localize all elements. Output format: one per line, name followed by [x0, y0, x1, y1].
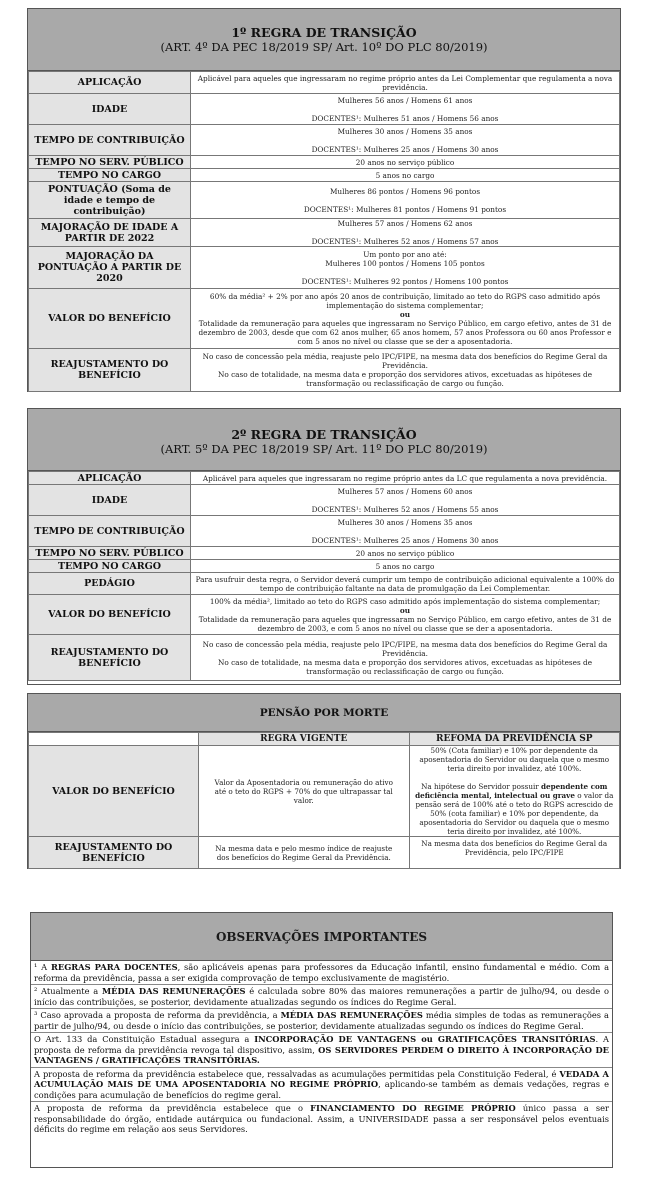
row-label: IDADE — [29, 94, 191, 125]
row-value-reforma: Na mesma data dos benefícios do Regime Geral da Previdência, pelo IPC/FIPE — [409, 837, 620, 869]
row-label: VALOR DO BENEFÍCIO — [29, 595, 191, 635]
table-row — [29, 125, 620, 156]
row-label: IDADE — [29, 485, 191, 516]
row-label: TEMPO NO SERV. PÚBLICO — [29, 547, 191, 560]
row-value-vigente: Valor da Aposentadoria ou remuneração do ativo até o teto do RGPS + 70% do que ultrapassar tal valor. — [199, 746, 410, 837]
text: A proposta de reforma da previdência estabelece que o — [34, 1103, 311, 1113]
table-row — [29, 547, 620, 560]
value-line: DOCENTES¹: Mulheres 51 anos / Homens 56 anos — [311, 113, 499, 123]
value-line: Mulheres 56 anos / Homens 61 anos — [337, 95, 473, 105]
regra2-table — [28, 471, 620, 681]
regra2-title: 2º REGRA DE TRANSIÇÃO — [231, 427, 417, 442]
observacoes-block — [30, 912, 613, 1168]
text: A proposta de reforma da previdência estabelece que, ressalvadas as acumulações permitidas pela Constituição Federal, é — [34, 1068, 560, 1079]
value-line: DOCENTES¹: Mulheres 92 pontos / Homens 100 pontos — [301, 276, 509, 286]
row-value — [191, 182, 620, 219]
text-bold: OS SERVIDORES PERDEM O DIREITO À INCORPORAÇÃO DE VANTAGENS / GRATIFICAÇÕES TRANSITÓRIAS. — [34, 1044, 609, 1065]
row-value-reforma — [409, 746, 620, 837]
table-row — [29, 485, 620, 516]
list-item — [31, 985, 612, 1009]
value-line: Na hipótese do Servidor possuir — [421, 782, 541, 791]
regra2-block — [27, 408, 621, 685]
value-line: Mulheres 30 anos / Homens 35 anos — [337, 517, 473, 527]
value-line: No caso de concessão pela média, reajuste pelo IPC/FIPE, na mesma data dos benefícios do Regime Geral da Previdência. — [202, 352, 608, 370]
row-label: REAJUSTAMENTO DO BENEFÍCIO — [29, 635, 191, 681]
table-row — [29, 746, 620, 837]
text: ¹ A — [34, 962, 51, 972]
table-row — [29, 72, 620, 94]
value-line: DOCENTES¹: Mulheres 52 anos / Homens 55 anos — [311, 504, 499, 514]
value-or: ou — [399, 309, 411, 319]
text: ² Atualmente a — [34, 986, 102, 996]
value-line: DOCENTES¹: Mulheres 25 anos / Homens 30 anos — [311, 144, 499, 154]
text-bold: MÉDIA DAS REMUNERAÇÕES — [101, 986, 246, 996]
list-item — [31, 1009, 612, 1033]
row-value — [191, 516, 620, 547]
text: é calculada sobre 80% das maiores remunerações a partir de julho/94, ou desde o início das contribuições, se posterior, devidamente atualizadas segundo os índices do Regime Geral. — [34, 986, 609, 1007]
value-or: ou — [399, 605, 411, 615]
value-line: Mulheres 100 pontos / Homens 105 pontos — [325, 258, 485, 268]
value-line: No caso de totalidade, na mesma data e proporção dos servidores ativos, excetuadas as hipóteses de transformação ou reclassificação de cargo ou função. — [217, 370, 593, 388]
row-label: VALOR DO BENEFÍCIO — [29, 289, 191, 349]
text: , são aplicáveis apenas para professores da Educação infantil, ensino fundamental e médio. Com a reforma da previdência, passa a ser exigida comprovação de tempo exclusivamente de magistério. — [34, 962, 610, 983]
table-row — [29, 169, 620, 182]
table-row — [29, 94, 620, 125]
value-line: Totalidade da remuneração para aqueles que ingressaram no Serviço Público, em cargo efetivo, antes de 31 de dezembro de 2003, desde que com 62 anos mulher, 65 anos homem, 57 anos Professora ou 60 anos Professor e com 5 anos no nível ou classe que se der a aposentadoria. — [198, 318, 612, 346]
row-label: TEMPO NO SERV. PÚBLICO — [29, 156, 191, 169]
row-value: Aplicável para aqueles que ingressaram no regime próprio antes da Lei Complementar que regulamenta a nova previdência. — [191, 72, 620, 94]
text-bold: VEDADA A ACUMULAÇÃO MAIS DE UMA APOSENTADORIA NO REGIME PRÓPRIO — [34, 1068, 609, 1089]
row-label: TEMPO NO CARGO — [29, 560, 191, 573]
row-value: Para usufruir desta regra, o Servidor deverá cumprir um tempo de contribuição adicional equivalente a 100% do tempo de contribuição faltante na data de promulgação da Lei Complementar. — [191, 573, 620, 595]
table-row — [29, 289, 620, 349]
text: ³ Caso aprovada a proposta de reforma da previdência, a — [34, 1010, 281, 1020]
row-value: 5 anos no cargo — [191, 560, 620, 573]
value-line: Mulheres 57 anos / Homens 62 anos — [337, 219, 473, 228]
text-bold: MÉDIA DAS REMUNERAÇÕES — [280, 1010, 423, 1020]
value-line: Totalidade da remuneração para aqueles que ingressaram no Serviço Público, em cargo efetivo, antes de 31 de dezembro de 2003, e com 5 anos no nível ou classe que se der a aposentadoria. — [198, 614, 612, 633]
row-value-vigente: Na mesma data e pelo mesmo índice de reajuste dos benefícios do Regime Geral da Previdência. — [199, 837, 410, 869]
observacoes-list — [31, 961, 612, 1136]
row-value — [191, 595, 620, 635]
value-line: 100% da média², limitado ao teto do RGPS caso admitido após implementação do sistema complementar; — [209, 596, 601, 606]
row-label: APLICAÇÃO — [29, 72, 191, 94]
regra1-header — [28, 9, 620, 71]
value-line: Um ponto por ano até: — [363, 249, 447, 259]
row-label: MAJORAÇÃO DE IDADE A PARTIR DE 2022 — [29, 219, 191, 247]
value-line: DOCENTES¹: Mulheres 52 anos / Homens 57 anos — [311, 237, 499, 246]
table-row — [29, 156, 620, 169]
value-bold: dependente com deficiência mental, intelectual ou grave — [415, 782, 608, 800]
value-line: No caso de concessão pela média, reajuste pelo IPC/FIPE, na mesma data dos benefícios do Regime Geral da Previdência. — [202, 639, 608, 658]
row-label: PONTUAÇÃO (Soma de idade e tempo de contribuição) — [29, 182, 191, 219]
table-row — [29, 560, 620, 573]
row-label: MAJORAÇÃO DA PONTUAÇÃO A PARTIR DE 2020 — [29, 247, 191, 289]
text-bold: INCORPORAÇÃO DE VANTAGENS ou GRATIFICAÇÕES TRANSITÓRIAS — [254, 1034, 596, 1044]
col-regra-vigente: REGRA VIGENTE — [199, 733, 410, 746]
row-value: Aplicável para aqueles que ingressaram no regime próprio antes da LC que regulamenta a nova previdência. — [191, 472, 620, 485]
blank-header — [29, 733, 199, 746]
row-value: 20 anos no serviço público — [191, 547, 620, 560]
table-row — [29, 247, 620, 289]
regra1-table — [28, 71, 620, 392]
regra1-block — [27, 8, 621, 392]
row-value — [191, 247, 620, 289]
row-value — [191, 219, 620, 247]
row-value — [191, 635, 620, 681]
row-value — [191, 94, 620, 125]
text-bold: REGRAS PARA DOCENTES — [50, 962, 178, 972]
row-label: TEMPO DE CONTRIBUIÇÃO — [29, 516, 191, 547]
row-value: 5 anos no cargo — [191, 169, 620, 182]
row-label: VALOR DO BENEFÍCIO — [29, 746, 199, 837]
text: único passa a ser responsabilidade do órgão, entidade autárquica ou fundacional. Assim, a UNIVERSIDADE passa a ser responsável pelos eventuais déficits do regime em relação aos seus Servidores. — [34, 1103, 609, 1134]
pensao-title: PENSÃO POR MORTE — [259, 707, 389, 719]
row-value — [191, 289, 620, 349]
value-line: No caso de totalidade, na mesma data e proporção dos servidores ativos, excetuadas as hipóteses de transformação ou reclassificação de cargo ou função. — [217, 657, 593, 676]
observacoes-title: OBSERVAÇÕES IMPORTANTES — [31, 913, 612, 961]
value-line: Mulheres 30 anos / Homens 35 anos — [337, 126, 473, 136]
row-value — [191, 125, 620, 156]
text: O Art. 133 da Constituição Estadual assegura a — [34, 1034, 255, 1044]
value-line: Mulheres 86 pontos / Homens 96 pontos — [329, 186, 481, 196]
row-value — [191, 349, 620, 392]
value-line: o valor da pensão será de 100% até o teto do RGPS acrescido de 50% (cota familiar) e 10% por dependente, da aposentadoria do Servidor ou daquela que o mesmo teria direito por invalidez, até 100%. — [415, 791, 614, 836]
list-item — [31, 961, 612, 985]
table-header-row — [29, 733, 620, 746]
row-label: TEMPO NO CARGO — [29, 169, 191, 182]
pensao-table — [28, 732, 620, 869]
value-line: DOCENTES¹: Mulheres 81 pontos / Homens 91 pontos — [303, 204, 507, 214]
list-item — [31, 1068, 612, 1103]
list-item — [31, 1033, 612, 1068]
value-line: DOCENTES¹: Mulheres 25 anos / Homens 30 anos — [311, 535, 499, 545]
value-line: 60% da média² + 2% por ano após 20 anos de contribuição, limitado ao teto do RGPS caso admitido após implementação do sistema complementar; — [209, 291, 601, 310]
table-row — [29, 182, 620, 219]
table-row — [29, 595, 620, 635]
regra2-subtitle: (ART. 5º DA PEC 18/2019 SP/ Art. 11º DO PLC 80/2019) — [160, 442, 488, 456]
value-line: Mulheres 57 anos / Homens 60 anos — [337, 486, 473, 496]
row-label: TEMPO DE CONTRIBUIÇÃO — [29, 125, 191, 156]
text: . A proposta de reforma da previdência revoga tal dispositivo, assim, — [34, 1034, 610, 1055]
text: , aplicando-se também as demais vedações, regras e condições para acumulação de benefícios do regime geral. — [34, 1079, 609, 1100]
row-label: APLICAÇÃO — [29, 472, 191, 485]
table-row — [29, 219, 620, 247]
col-reforma: REFOMA DA PREVIDÊNCIA SP — [409, 733, 620, 746]
pensao-header — [28, 694, 620, 732]
row-label: PEDÁGIO — [29, 573, 191, 595]
pensao-block — [27, 693, 621, 869]
regra1-title: 1º REGRA DE TRANSIÇÃO — [231, 25, 417, 40]
text: média simples de todas as remunerações a partir de julho/94, ou desde o início das contribuições, se posterior, devidamente atualizadas segundo os índices do Regime Geral. — [34, 1010, 610, 1031]
row-label: REAJUSTAMENTO DO BENEFÍCIO — [29, 837, 199, 869]
text-bold: FINANCIAMENTO DO REGIME PRÓPRIO — [310, 1103, 516, 1113]
regra1-subtitle: (ART. 4º DA PEC 18/2019 SP/ Art. 10º DO PLC 80/2019) — [160, 40, 488, 54]
row-value — [191, 485, 620, 516]
regra2-header — [28, 409, 620, 471]
list-item — [31, 1102, 612, 1136]
table-row — [29, 349, 620, 392]
table-row — [29, 837, 620, 869]
table-row — [29, 573, 620, 595]
row-value: 20 anos no serviço público — [191, 156, 620, 169]
value-line: 50% (Cota familiar) e 10% por dependente da aposentadoria do Servidor ou daquela que o mesmo teria direito por invalidez, até 100%. — [419, 746, 610, 773]
row-label: REAJUSTAMENTO DO BENEFÍCIO — [29, 349, 191, 392]
table-row — [29, 516, 620, 547]
table-row — [29, 635, 620, 681]
table-row — [29, 472, 620, 485]
